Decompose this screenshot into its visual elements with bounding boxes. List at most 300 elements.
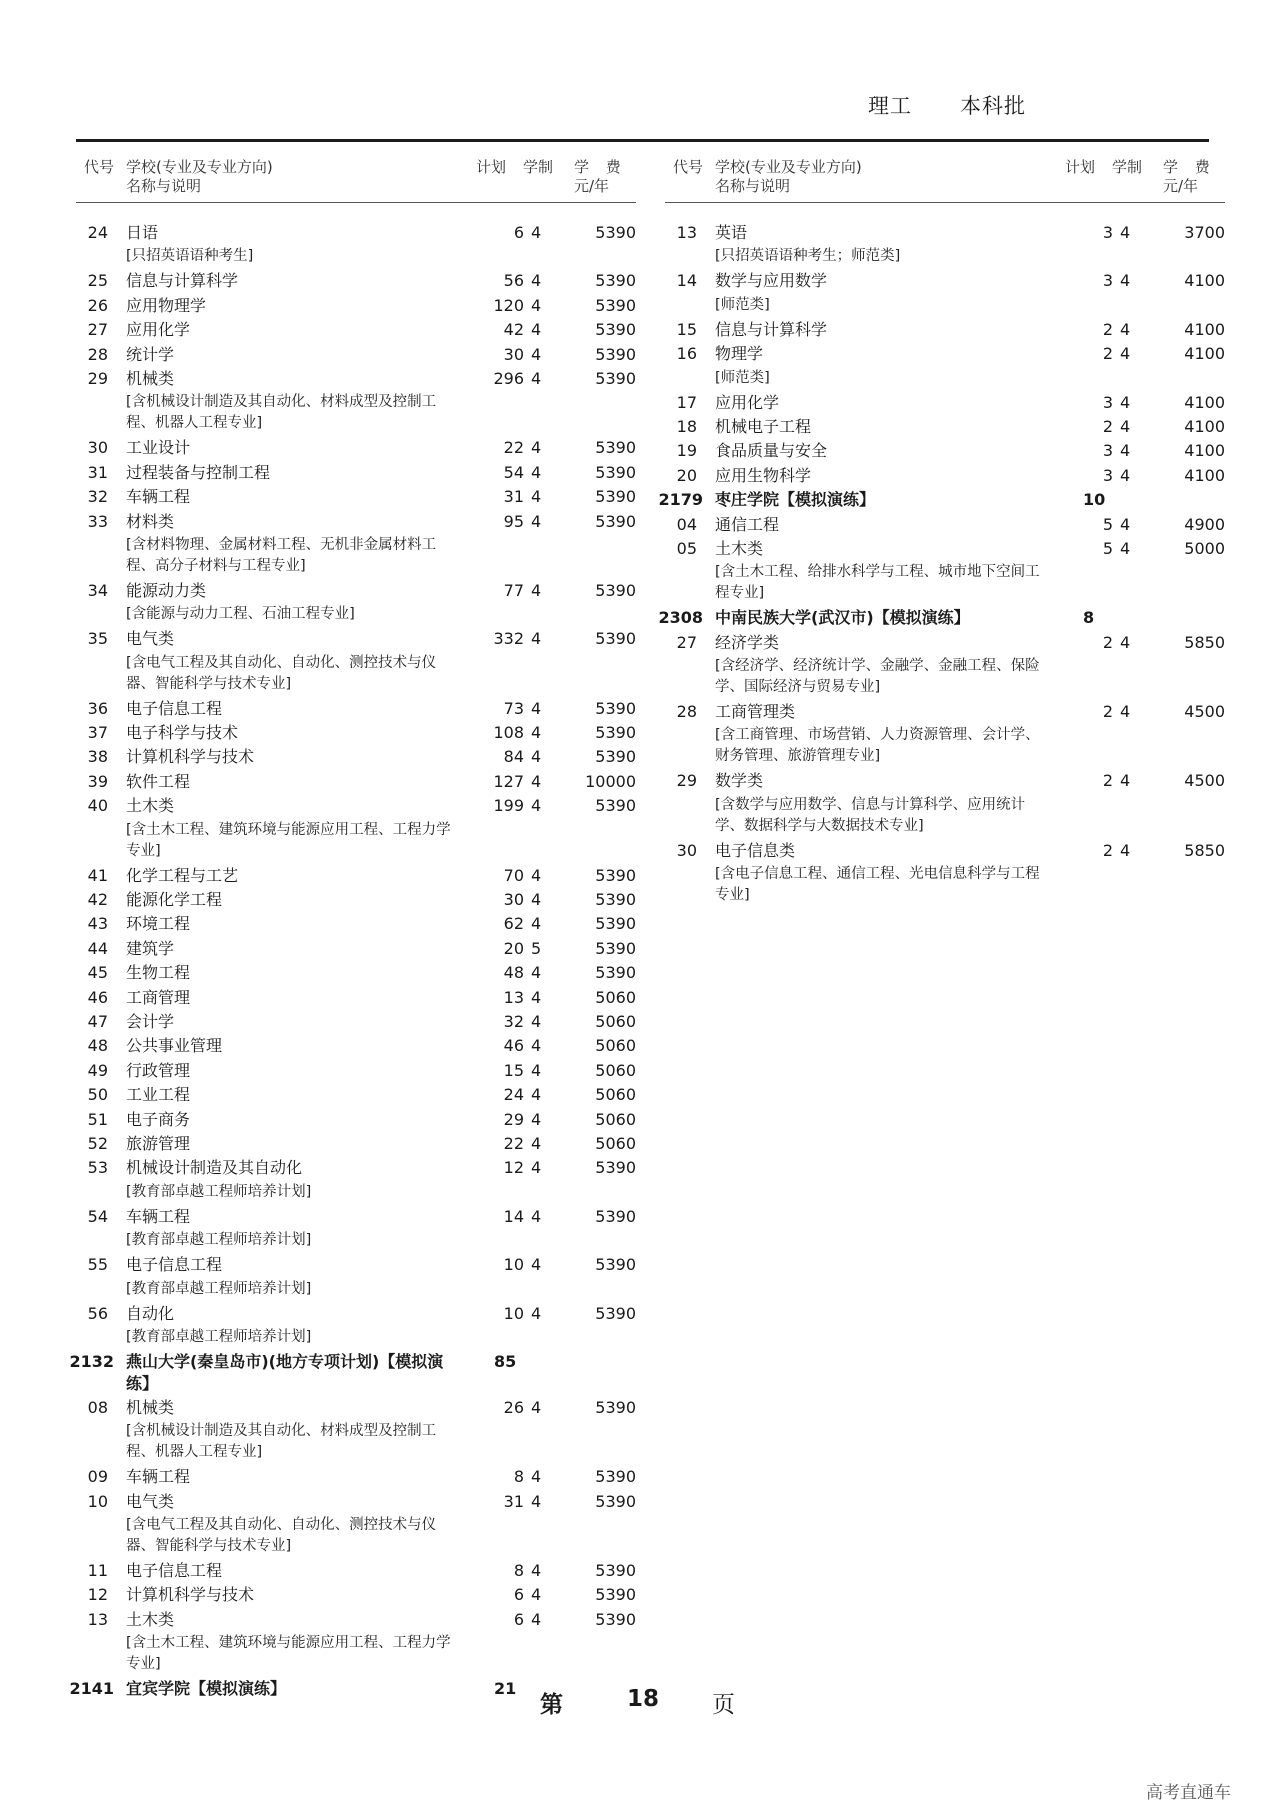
major-row	[665, 221, 1225, 245]
major-name: 材料类	[126, 511, 175, 531]
major-fee: 5390	[595, 1158, 636, 1178]
major-plan: 30	[503, 890, 524, 910]
major-name: 电子商务	[126, 1109, 191, 1129]
school-code: 2179	[658, 490, 703, 510]
major-years: 4	[1120, 702, 1131, 722]
header-code: 代号	[673, 158, 704, 176]
major-name: 应用化学	[715, 392, 780, 412]
major-fee: 5850	[1184, 840, 1225, 860]
major-plan: 26	[503, 1397, 524, 1417]
major-fee: 4500	[1184, 771, 1225, 791]
major-name: 计算机科学与技术	[126, 1585, 255, 1605]
major-code: 38	[87, 747, 108, 767]
major-fee: 4100	[1184, 416, 1225, 436]
major-name: 通信工程	[715, 514, 780, 534]
major-years: 4	[531, 698, 542, 718]
major-row	[665, 631, 1225, 655]
major-row	[76, 367, 636, 391]
major-fee: 4100	[1184, 465, 1225, 485]
major-fee: 5060	[595, 1085, 636, 1105]
major-years: 4	[1120, 538, 1131, 558]
major-code: 19	[676, 441, 697, 461]
major-name: 数学类	[715, 771, 764, 791]
major-years: 4	[1120, 223, 1131, 242]
major-fee: 5060	[595, 1011, 636, 1031]
watermark: 高考直通车	[1146, 1783, 1231, 1803]
major-plan: 2	[1102, 416, 1113, 436]
major-row	[665, 391, 1225, 415]
major-code: 55	[87, 1255, 108, 1275]
major-code: 18	[676, 416, 697, 436]
major-name: 能源化学工程	[126, 890, 223, 910]
major-row	[665, 342, 1225, 366]
major-years: 4	[531, 1491, 542, 1511]
major-row	[665, 839, 1225, 863]
major-plan: 6	[513, 1585, 524, 1605]
major-row	[76, 221, 636, 245]
major-years: 4	[531, 796, 542, 816]
major-name: 机械类	[126, 368, 175, 388]
major-years: 4	[531, 1585, 542, 1605]
major-name: 旅游管理	[126, 1133, 191, 1153]
major-row	[76, 579, 636, 603]
school-plan: 85	[494, 1351, 517, 1371]
major-note: [含机械设计制造及其自动化、材料成型及控制工程、机器人工程专业]	[126, 1423, 437, 1461]
major-plan: 2	[1102, 771, 1113, 791]
header-school: 学校(专业及专业方向)	[715, 158, 862, 176]
header-school-desc: 名称与说明	[715, 177, 791, 195]
major-name: 化学工程与工艺	[126, 865, 239, 885]
major-years: 4	[531, 914, 542, 934]
major-row	[76, 986, 636, 1010]
major-code: 12	[87, 1585, 108, 1605]
major-fee: 3700	[1184, 223, 1225, 242]
major-note: [含土木工程、建筑环境与能源应用工程、工程力学专业]	[126, 1635, 451, 1673]
major-plan: 14	[503, 1206, 524, 1226]
major-name: 车辆工程	[126, 487, 191, 507]
major-fee: 5000	[1184, 538, 1225, 558]
major-row	[76, 627, 636, 651]
major-name: 电子信息工程	[126, 698, 223, 718]
major-code: 52	[87, 1133, 108, 1153]
major-code: 43	[87, 914, 108, 934]
major-name: 工商管理类	[715, 702, 796, 722]
major-fee: 5060	[595, 987, 636, 1007]
major-row	[76, 485, 636, 509]
major-name: 建筑学	[126, 938, 175, 958]
major-years: 4	[531, 1609, 542, 1629]
major-code: 53	[87, 1158, 108, 1178]
major-plan: 29	[503, 1109, 524, 1129]
major-years: 4	[531, 511, 542, 531]
major-row	[76, 1583, 636, 1607]
major-fee: 5390	[595, 580, 636, 600]
major-row	[76, 1010, 636, 1034]
major-code: 40	[87, 796, 108, 816]
major-code: 30	[87, 438, 108, 458]
major-row	[76, 745, 636, 769]
major-code: 48	[87, 1036, 108, 1056]
major-plan: 77	[503, 580, 524, 600]
major-plan: 32	[503, 1011, 524, 1031]
major-name: 土木类	[126, 1609, 175, 1629]
major-name: 机械电子工程	[715, 416, 812, 436]
major-fee: 4100	[1184, 319, 1225, 339]
major-row	[76, 1059, 636, 1083]
major-plan: 31	[503, 487, 524, 507]
major-fee: 5390	[595, 938, 636, 958]
major-note: [含电气工程及其自动化、自动化、测控技术与仪器、智能科学与技术专业]	[126, 654, 437, 692]
major-code: 32	[87, 487, 108, 507]
major-fee: 5390	[595, 1397, 636, 1417]
school-name: 枣庄学院【模拟演练】	[715, 490, 876, 510]
school-name: 宜宾学院【模拟演练】	[126, 1679, 287, 1699]
major-name: 电子信息类	[715, 840, 796, 860]
major-name: 经济学类	[715, 632, 780, 652]
major-plan: 108	[493, 723, 524, 743]
header-fee: 学 费	[574, 158, 627, 176]
major-plan: 6	[513, 223, 524, 242]
major-fee: 5060	[595, 1133, 636, 1153]
major-name: 统计学	[126, 344, 175, 364]
major-row	[665, 700, 1225, 724]
major-code: 04	[676, 514, 697, 534]
major-row	[665, 318, 1225, 342]
major-years: 4	[531, 865, 542, 885]
major-code: 13	[676, 223, 697, 242]
major-note: [师范类]	[715, 296, 770, 313]
major-name: 工业设计	[126, 438, 191, 458]
major-plan: 15	[503, 1060, 524, 1080]
major-years: 4	[531, 1085, 542, 1105]
right-rows	[658, 221, 1225, 908]
major-name: 公共事业管理	[126, 1036, 223, 1056]
major-code: 17	[676, 392, 697, 412]
major-plan: 73	[503, 698, 524, 718]
major-fee: 5390	[595, 511, 636, 531]
major-note: [含土木工程、建筑环境与能源应用工程、工程力学专业]	[126, 821, 451, 859]
major-row	[665, 439, 1225, 463]
major-years: 4	[531, 1011, 542, 1031]
major-years: 4	[531, 963, 542, 983]
header-batch: 本科批	[960, 94, 1026, 118]
major-row	[76, 721, 636, 745]
major-code: 37	[87, 723, 108, 743]
major-fee: 5060	[595, 1036, 636, 1056]
major-row	[665, 269, 1225, 293]
school-row	[69, 1350, 636, 1396]
major-note: [含土木工程、给排水科学与工程、城市地下空间工程专业]	[715, 564, 1040, 602]
major-row	[665, 415, 1225, 439]
major-fee: 5390	[595, 1303, 636, 1323]
major-code: 39	[87, 771, 108, 791]
major-years: 4	[1120, 392, 1131, 412]
major-code: 47	[87, 1011, 108, 1031]
major-years: 4	[531, 368, 542, 388]
major-row	[76, 697, 636, 721]
major-plan: 2	[1102, 702, 1113, 722]
major-years: 4	[1120, 416, 1131, 436]
major-plan: 120	[493, 295, 524, 315]
major-plan: 24	[503, 1085, 524, 1105]
major-plan: 332	[493, 629, 524, 649]
major-row	[76, 436, 636, 460]
major-years: 4	[1120, 840, 1131, 860]
major-note: [含电子信息工程、通信工程、光电信息科学与工程专业]	[715, 866, 1040, 904]
major-name: 信息与计算科学	[126, 271, 239, 291]
major-code: 42	[87, 890, 108, 910]
major-note: [含材料物理、金属材料工程、无机非金属材料工程、高分子材料与工程专业]	[126, 536, 437, 574]
column-rule	[76, 202, 636, 203]
major-note: [教育部卓越工程师培养计划]	[126, 1232, 312, 1249]
major-plan: 3	[1102, 392, 1113, 412]
major-row	[76, 864, 636, 888]
major-row	[76, 318, 636, 342]
major-years: 4	[531, 890, 542, 910]
major-code: 29	[676, 771, 697, 791]
major-code: 49	[87, 1060, 108, 1080]
major-years: 4	[531, 438, 542, 458]
major-row	[76, 1608, 636, 1632]
school-code: 2132	[69, 1351, 114, 1371]
major-years: 4	[531, 1060, 542, 1080]
major-fee: 5390	[595, 223, 636, 242]
major-name: 软件工程	[126, 771, 191, 791]
major-years: 4	[531, 1109, 542, 1129]
major-years: 4	[531, 580, 542, 600]
major-row	[76, 1465, 636, 1489]
major-years: 4	[531, 462, 542, 482]
major-name: 车辆工程	[126, 1206, 191, 1226]
major-name: 过程装备与控制工程	[126, 462, 271, 482]
major-fee: 5390	[595, 1255, 636, 1275]
major-fee: 4900	[1184, 514, 1225, 534]
major-code: 15	[676, 319, 697, 339]
major-code: 54	[87, 1206, 108, 1226]
major-years: 4	[1120, 632, 1131, 652]
major-name: 数学与应用数学	[715, 271, 828, 291]
major-fee: 5390	[595, 747, 636, 767]
major-plan: 2	[1102, 840, 1113, 860]
major-name: 土木类	[715, 538, 764, 558]
school-name: 燕山大学(秦皇岛市)(地方专项计划)【模拟演练】	[126, 1351, 444, 1393]
major-note: [含数学与应用数学、信息与计算科学、应用统计学、数据科学与大数据技术专业]	[715, 796, 1026, 834]
major-row	[76, 1396, 636, 1420]
major-row	[76, 1253, 636, 1277]
major-code: 28	[676, 702, 697, 722]
major-name: 环境工程	[126, 914, 191, 934]
major-plan: 6	[513, 1609, 524, 1629]
major-plan: 296	[493, 368, 524, 388]
header-school-desc: 名称与说明	[126, 177, 202, 195]
major-plan: 2	[1102, 632, 1113, 652]
major-plan: 5	[1102, 514, 1113, 534]
major-row	[76, 461, 636, 485]
major-row	[76, 1034, 636, 1058]
major-code: 36	[87, 698, 108, 718]
major-fee: 5390	[595, 487, 636, 507]
left-column	[69, 142, 636, 1702]
major-note: [只招英语语种考生；师范类]	[715, 248, 901, 265]
major-code: 46	[87, 987, 108, 1007]
major-years: 4	[531, 344, 542, 364]
school-row	[658, 606, 1225, 630]
header-years: 学制	[523, 158, 554, 176]
major-fee: 4100	[1184, 441, 1225, 461]
major-years: 4	[531, 1133, 542, 1153]
column-header	[665, 142, 1225, 202]
major-code: 51	[87, 1109, 108, 1129]
major-note: [教育部卓越工程师培养计划]	[126, 1183, 312, 1200]
major-years: 4	[531, 271, 542, 291]
major-name: 工业工程	[126, 1085, 191, 1105]
school-plan: 8	[1083, 608, 1095, 628]
major-fee: 5390	[595, 723, 636, 743]
major-fee: 5390	[595, 890, 636, 910]
major-name: 能源动力类	[126, 580, 207, 600]
major-fee: 5390	[595, 1585, 636, 1605]
major-years: 4	[531, 223, 542, 242]
major-code: 44	[87, 938, 108, 958]
major-plan: 3	[1102, 465, 1113, 485]
major-fee: 4500	[1184, 702, 1225, 722]
major-note: [含机械设计制造及其自动化、材料成型及控制工程、机器人工程专业]	[126, 394, 437, 432]
major-plan: 12	[503, 1158, 524, 1178]
major-code: 08	[87, 1397, 108, 1417]
major-name: 工商管理	[126, 987, 191, 1007]
major-fee: 10000	[585, 771, 636, 791]
major-note: [含工商管理、市场营销、人力资源管理、会计学、财务管理、旅游管理专业]	[715, 727, 1040, 765]
major-years: 4	[531, 1158, 542, 1178]
major-note: [含经济学、经济统计学、金融学、金融工程、保险学、国际经济与贸易专业]	[715, 658, 1040, 696]
major-fee: 4100	[1184, 392, 1225, 412]
major-name: 应用生物科学	[715, 465, 812, 485]
major-code: 30	[676, 840, 697, 860]
major-years: 4	[531, 320, 542, 340]
major-name: 物理学	[715, 344, 764, 364]
major-years: 4	[1120, 514, 1131, 534]
major-fee: 5390	[595, 344, 636, 364]
major-plan: 8	[513, 1467, 524, 1487]
major-fee: 5390	[595, 629, 636, 649]
major-years: 4	[531, 1206, 542, 1226]
major-code: 34	[87, 580, 108, 600]
major-code: 41	[87, 865, 108, 885]
header-years: 学制	[1112, 158, 1143, 176]
major-name: 机械类	[126, 1397, 175, 1417]
major-code: 16	[676, 344, 697, 364]
major-name: 机械设计制造及其自动化	[126, 1158, 303, 1178]
major-row	[665, 769, 1225, 793]
major-name: 信息与计算科学	[715, 319, 828, 339]
major-years: 5	[531, 938, 542, 958]
major-row	[76, 1205, 636, 1229]
major-name: 电子信息工程	[126, 1561, 223, 1581]
page-prefix: 第	[540, 1692, 563, 1718]
major-row	[76, 1490, 636, 1514]
major-plan: 3	[1102, 223, 1113, 242]
major-fee: 5390	[595, 438, 636, 458]
major-plan: 31	[503, 1491, 524, 1511]
column-rule	[665, 202, 1225, 203]
major-code: 50	[87, 1085, 108, 1105]
major-plan: 22	[503, 1133, 524, 1153]
major-code: 25	[87, 271, 108, 291]
major-years: 4	[531, 487, 542, 507]
major-name: 自动化	[126, 1303, 175, 1323]
major-code: 10	[87, 1491, 108, 1511]
major-name: 车辆工程	[126, 1467, 191, 1487]
major-code: 05	[676, 538, 697, 558]
school-code: 2308	[658, 608, 703, 628]
major-years: 4	[1120, 465, 1131, 485]
major-fee: 5390	[595, 1206, 636, 1226]
major-note: [教育部卓越工程师培养计划]	[126, 1328, 312, 1345]
major-plan: 84	[503, 747, 524, 767]
school-plan: 10	[1083, 490, 1106, 510]
major-plan: 2	[1102, 344, 1113, 364]
header-plan: 计划	[476, 158, 507, 176]
major-name: 电气类	[126, 1491, 175, 1511]
major-row	[76, 343, 636, 367]
school-plan: 21	[494, 1679, 517, 1699]
major-years: 4	[531, 987, 542, 1007]
column-header	[76, 142, 636, 202]
major-row	[76, 269, 636, 293]
major-plan: 62	[503, 914, 524, 934]
major-code: 13	[87, 1609, 108, 1629]
major-years: 4	[531, 1467, 542, 1487]
major-fee: 5390	[595, 963, 636, 983]
major-fee: 5390	[595, 698, 636, 718]
major-row	[76, 1559, 636, 1583]
major-plan: 46	[503, 1036, 524, 1056]
major-plan: 3	[1102, 441, 1113, 461]
major-row	[76, 770, 636, 794]
major-row	[665, 537, 1225, 561]
major-years: 4	[531, 1036, 542, 1056]
school-code: 2141	[69, 1679, 114, 1699]
page-num: 18	[627, 1686, 660, 1712]
major-code: 28	[87, 344, 108, 364]
major-name: 生物工程	[126, 963, 191, 983]
major-code: 20	[676, 465, 697, 485]
major-note: [只招英语语种考生]	[126, 248, 254, 265]
header-fee-unit: 元/年	[1163, 177, 1199, 195]
major-years: 4	[1120, 344, 1131, 364]
major-years: 4	[1120, 319, 1131, 339]
major-years: 4	[531, 723, 542, 743]
major-plan: 199	[493, 796, 524, 816]
major-row	[76, 1132, 636, 1156]
major-plan: 8	[513, 1561, 524, 1581]
major-fee: 5390	[595, 914, 636, 934]
major-fee: 5060	[595, 1109, 636, 1129]
header-plan: 计划	[1065, 158, 1096, 176]
header-fee-unit: 元/年	[574, 177, 610, 195]
major-row	[665, 513, 1225, 537]
major-years: 4	[531, 1561, 542, 1581]
major-years: 4	[1120, 771, 1131, 791]
major-code: 14	[676, 271, 697, 291]
major-code: 33	[87, 511, 108, 531]
major-name: 电气类	[126, 629, 175, 649]
major-fee: 4100	[1184, 271, 1225, 291]
major-row	[76, 888, 636, 912]
major-code: 11	[87, 1561, 108, 1581]
major-years: 4	[1120, 271, 1131, 291]
major-plan: 70	[503, 865, 524, 885]
